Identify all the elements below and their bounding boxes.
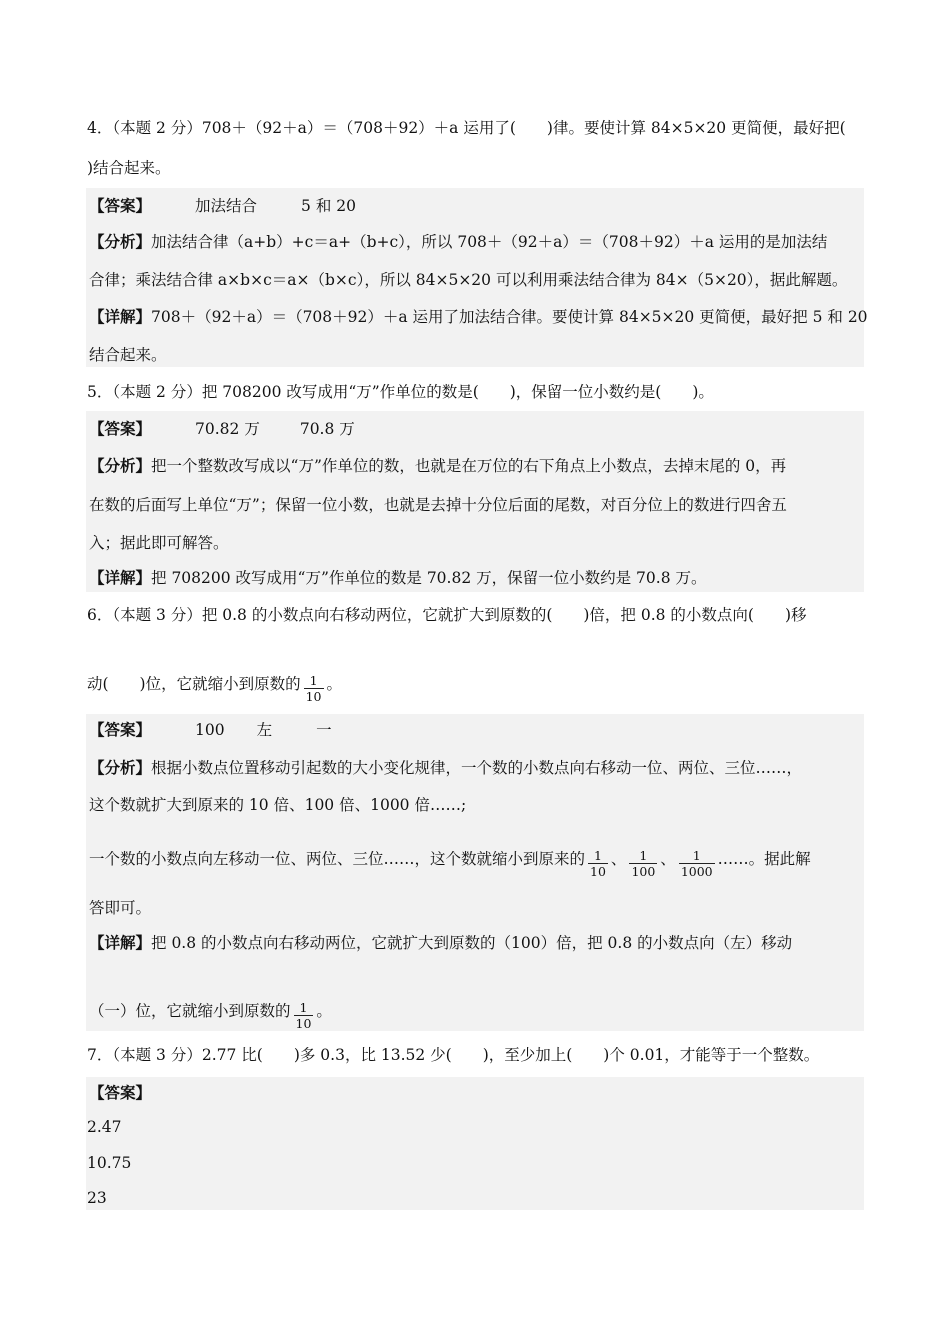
q5-stem-line1: 5．（本题 2 分）把 708200 改写成用“万”作单位的数是( )，保留一位小数约是( )。 bbox=[87, 383, 714, 401]
q5-answer bbox=[89, 419, 355, 439]
fraction-one-tenth: $\frac{1}{10}$ bbox=[305, 673, 322, 704]
q7-answer-2: 10.75 bbox=[87, 1154, 132, 1172]
detail-tag: 【详解】 bbox=[89, 307, 152, 326]
q5-answer-1: 70.82 万 bbox=[195, 420, 260, 438]
q7-answer-tag bbox=[89, 1083, 151, 1103]
q4-answer bbox=[89, 196, 356, 216]
q5-analysis-line3: 入；据此即可解答。 bbox=[89, 534, 229, 552]
q6-stem-line1: 6．（本题 3 分）把 0.8 的小数点向右移动两位，它就扩大到原数的( )倍，把 0.8 的小数点向( )移 bbox=[87, 606, 807, 624]
q6-detail-line1: 【详解】把 0.8 的小数点向右移动两位，它就扩大到原数的（100）倍，把 0.8 的小数点向（左）移动 bbox=[89, 933, 793, 952]
q6-analysis-line4: 答即可。 bbox=[89, 899, 152, 917]
q4-stem-line1: 4．（本题 2 分）708＋（92＋a）＝（708＋92）＋a 运用了( )律。要使计算 84×5×20 更简便，最好把( bbox=[87, 119, 846, 137]
detail-tag: 【详解】 bbox=[89, 568, 152, 587]
q6-answer-3: 一 bbox=[316, 721, 332, 739]
answer-tag: 【答案】 bbox=[89, 720, 152, 739]
answer-tag: 【答案】 bbox=[89, 1083, 152, 1102]
fraction-one-tenth: $\frac{1}{10}$ bbox=[590, 848, 606, 879]
q7-solution-box bbox=[86, 1077, 864, 1210]
q5-answer-2: 70.8 万 bbox=[299, 420, 355, 438]
analysis-tag: 【分析】 bbox=[89, 232, 152, 251]
q6-analysis-line3: 一个数的小数点向左移动一位、两位、三位……，这个数就缩小到原来的 $\frac{1}{10}$ 、 $\frac{1}{100}$ 、 $\frac{1}{1000}$ ……。据此解 bbox=[89, 848, 811, 879]
q6-answer-2: 左 bbox=[256, 721, 273, 739]
detail-tag: 【详解】 bbox=[89, 933, 152, 952]
q4-stem-line2: )结合起来。 bbox=[87, 159, 171, 177]
fraction-one-hundredth: $\frac{1}{100}$ bbox=[631, 848, 656, 879]
q4-answer-1: 加法结合 bbox=[195, 197, 258, 215]
q7-answer-3: 23 bbox=[87, 1189, 107, 1207]
fraction-one-tenth: $\frac{1}{10}$ bbox=[295, 1000, 312, 1031]
analysis-tag: 【分析】 bbox=[89, 456, 152, 475]
q4-detail-line1: 【详解】708＋（92＋a）＝（708＋92）＋a 运用了加法结合律。要使计算 84×5×20 更简便，最好把 5 和 20 bbox=[89, 307, 868, 326]
q6-solution-box bbox=[86, 714, 864, 1031]
analysis-tag: 【分析】 bbox=[89, 758, 152, 777]
q6-answer bbox=[89, 720, 332, 740]
answer-tag: 【答案】 bbox=[89, 419, 152, 438]
q4-solution-box bbox=[86, 188, 868, 367]
q4-analysis-line1: 【分析】加法结合律（a+b）+c＝a+（b+c），所以 708＋（92＋a）＝（708＋92）＋a 运用的是加法结 bbox=[89, 232, 828, 251]
answer-tag: 【答案】 bbox=[89, 196, 152, 215]
q5-detail-line1: 【详解】把 708200 改写成用“万”作单位的数是 70.82 万，保留一位小数约是 70.8 万。 bbox=[89, 568, 707, 587]
q6-stem-line2: 动( )位，它就缩小到原数的 $\frac{1}{10}$ 。 bbox=[87, 673, 343, 704]
q4-analysis-line2: 合律；乘法结合律 a×b×c＝a×（b×c），所以 84×5×20 可以利用乘法结合律为 84×（5×20），据此解题。 bbox=[89, 271, 848, 289]
q5-solution-box bbox=[86, 411, 864, 592]
q7-stem-line1: 7．（本题 3 分）2.77 比( )多 0.3，比 13.52 少( )，至少加上( )个 0.01，才能等于一个整数。 bbox=[87, 1046, 820, 1064]
q4-detail-line2: 结合起来。 bbox=[89, 346, 167, 364]
q6-answer-1: 100 bbox=[195, 721, 225, 739]
q5-analysis-line2: 在数的后面写上单位“万”；保留一位小数，也就是去掉十分位后面的尾数，对百分位上的数进行四舍五 bbox=[89, 496, 787, 514]
q6-analysis-line1: 【分析】根据小数点位置移动引起数的大小变化规律，一个数的小数点向右移动一位、两位、三位……， bbox=[89, 758, 803, 777]
q6-detail-line2: （一）位，它就缩小到原数的 $\frac{1}{10}$ 。 bbox=[89, 1000, 332, 1031]
q4-answer-2: 5 和 20 bbox=[301, 197, 356, 215]
fraction-one-thousandth: $\frac{1}{1000}$ bbox=[680, 848, 713, 879]
q6-analysis-line2: 这个数就扩大到原来的 10 倍、100 倍、1000 倍……; bbox=[89, 796, 467, 814]
q5-analysis-line1: 【分析】把一个整数改写成以“万”作单位的数，也就是在万位的右下角点上小数点，去掉末尾的 0，再 bbox=[89, 456, 787, 475]
q7-answer-1: 2.47 bbox=[87, 1118, 122, 1136]
